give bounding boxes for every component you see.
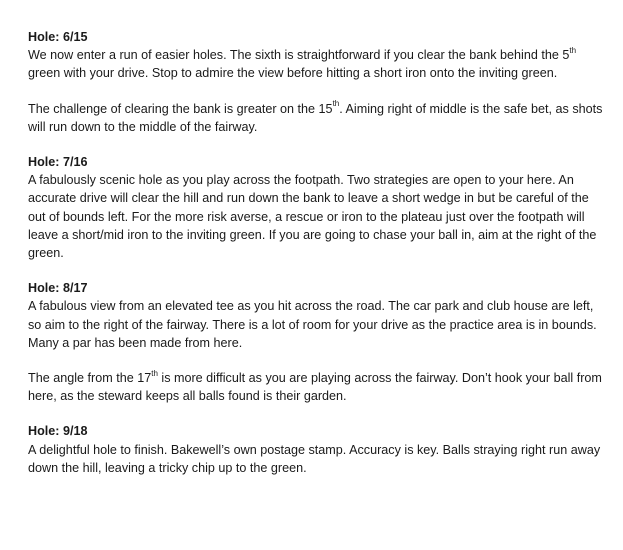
ordinal-suffix: th [569, 46, 577, 56]
hole-description: We now enter a run of easier holes. The sixth is straightforward if you clear the bank behind the 5th green with your drive. Stop to admire the view before hitting a short iron onto the inviting green. [28, 46, 577, 81]
hole-8-17-section [28, 279, 608, 405]
hole-heading: Hole: 8/17 [28, 281, 88, 296]
hole-description: A fabulously scenic hole as you play across the footpath. Two strategies are open to your here. An accurate drive will clear the hill and run down the bank to leave a short wedge in but be careful of the out of bounds left. For the more risk averse, a rescue or iron to the plateau just over the footpath will leave a short/mid iron to the inviting green. If you are going to chase your ball in, aim at the right of the green. [28, 173, 597, 261]
ordinal-suffix: th [332, 99, 340, 109]
hole-6-15-section [28, 28, 608, 136]
ordinal-number: 5 [562, 48, 570, 63]
hole-alternate-description: The angle from the 17th is more difficult as you are playing across the fairway. Don’t hook your ball from here, as the steward keeps all balls found is their garden. [28, 368, 602, 404]
ordinal-suffix: th [151, 368, 158, 378]
hole-heading: Hole: 7/16 [28, 155, 88, 170]
hole-9-18-section [28, 422, 608, 477]
hole-alternate-description: The challenge of clearing the bank is greater on the 15th. Aiming right of middle is the safe bet, as shots will run down to the middle of the fairway. [28, 99, 603, 134]
hole-heading: Hole: 9/18 [28, 424, 88, 439]
hole-description: A delightful hole to finish. Bakewell’s own postage stamp. Accuracy is key. Balls straying right run away down the hill, leaving a tricky chip up to the green. [28, 442, 601, 475]
hole-heading: Hole: 6/15 [28, 30, 88, 44]
course-guide-document [28, 28, 608, 477]
hole-description: A fabulous view from an elevated tee as you hit across the road. The car park and club house are left, so aim to the right of the fairway. There is a lot of room for your drive as the practice area is in bounds. Many a par has been made from here. [28, 299, 597, 350]
hole-7-16-section [28, 153, 608, 262]
